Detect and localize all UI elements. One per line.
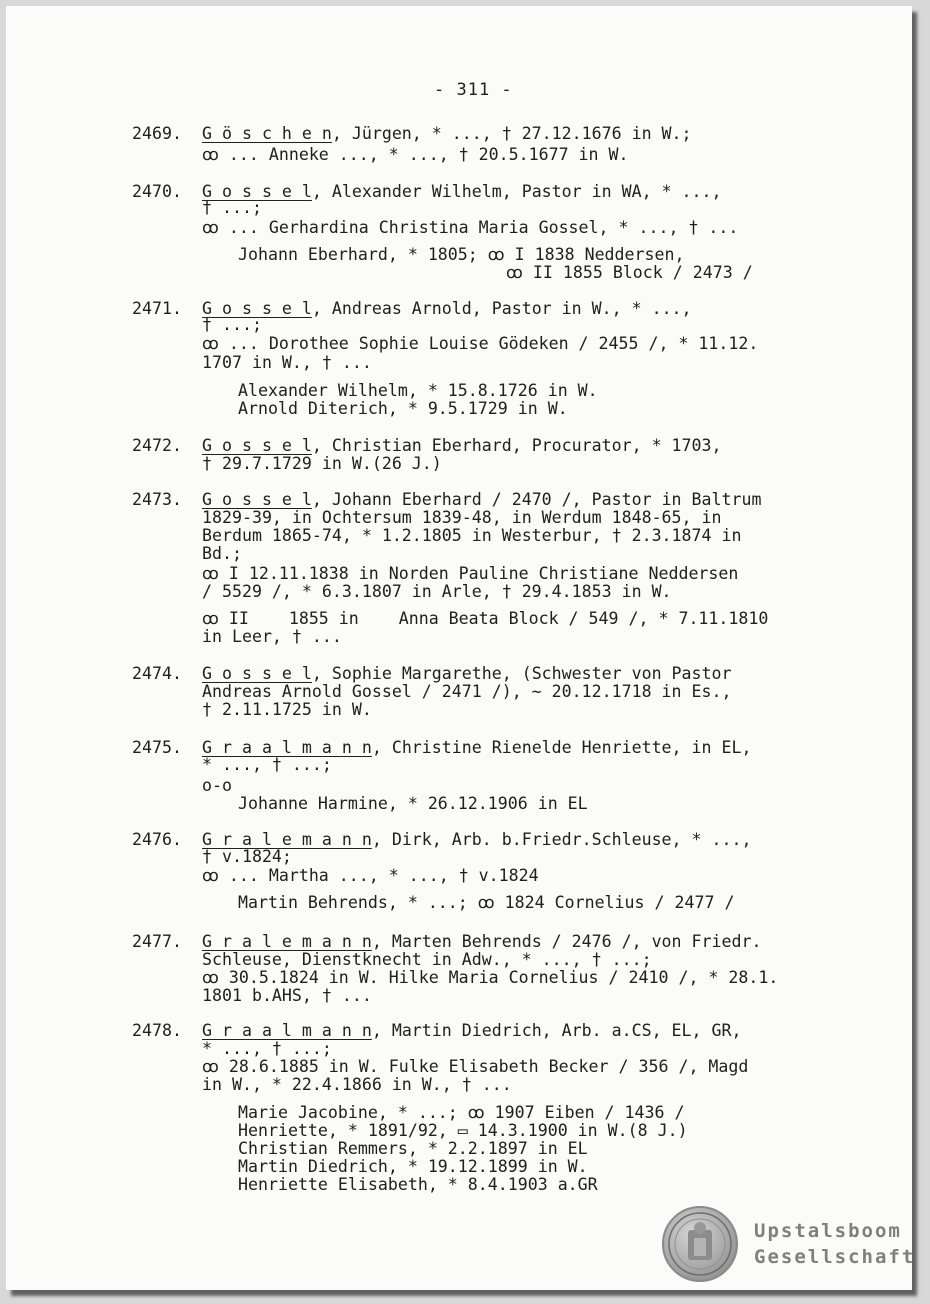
page-number: - 311 - (434, 80, 513, 100)
entry-number: 2474. (132, 664, 182, 683)
child-line: Martin Diedrich, * 19.12.1899 in W. (238, 1157, 588, 1176)
entry-line: * ..., † ...; (202, 755, 332, 774)
entry-line: † 29.7.1729 in W.(26 J.) (202, 454, 442, 473)
entry-line: * ..., † ...; (202, 1039, 332, 1058)
entry-line: ꝏ ... Gerhardina Christina Maria Gossel, * ..., † ... (202, 218, 739, 237)
child-line: ꝏ II 1855 Block / 2473 / (506, 263, 753, 282)
entry-line: Bd.; (202, 544, 242, 563)
child-line: Henriette, * 1891/92, ▭ 14.3.1900 in W.(8 J.) (238, 1121, 688, 1140)
entry-heading (202, 665, 732, 683)
entry-heading-rest: , Dirk, Arb. b.Friedr.Schleuse, * ..., (371, 830, 752, 849)
entry-line: Andreas Arnold Gossel / 2471 /), ~ 20.12.1718 in Es., (202, 682, 732, 701)
surname: G o s s e l (202, 182, 312, 201)
entry-number: 2477. (132, 932, 182, 951)
entry-number: 2469. (132, 124, 182, 143)
logo-text-line1: Upstalsboom (754, 1220, 902, 1242)
entry-line: ꝏ I 12.11.1838 in Norden Pauline Christiane Neddersen (202, 564, 739, 583)
surname: G r a a l m a n n (202, 738, 372, 757)
child-line: Henriette Elisabeth, * 8.4.1903 a.GR (238, 1175, 598, 1194)
surname: G r a l e m a n n (202, 932, 372, 951)
entry-line: ꝏ ... Martha ..., * ..., † v.1824 (202, 866, 539, 885)
entry-line: ꝏ 30.5.1824 in W. Hilke Maria Cornelius / 2410 /, * 28.1. (202, 968, 779, 987)
entry-line: ꝏ ... Anneke ..., * ..., † 20.5.1677 in W. (202, 145, 629, 164)
upstalsboom-logo (658, 1202, 916, 1286)
entry-number: 2470. (132, 182, 182, 201)
child-line: Christian Remmers, * 2.2.1897 in EL (238, 1139, 588, 1158)
entry-number: 2473. (132, 490, 182, 509)
surname: G o s s e l (202, 664, 312, 683)
entry-heading (202, 125, 692, 143)
entry-line: 1707 in W., † ... (202, 353, 372, 372)
surname: G r a l e m a n n (202, 830, 372, 849)
surname: G o s s e l (202, 436, 312, 455)
entry-heading (202, 1022, 741, 1040)
entry-number: 2472. (132, 436, 182, 455)
entry-number: 2471. (132, 299, 182, 318)
entry-heading (202, 183, 722, 201)
logo-text-line2: Gesellschaft (754, 1246, 916, 1268)
entry-line: Schleuse, Dienstknecht in Adw., * ..., † ...; (202, 950, 652, 969)
entry-line: o-o (202, 776, 232, 795)
document-page (6, 6, 916, 1290)
entry-heading-rest: , Marten Behrends / 2476 /, von Friedr. (371, 932, 762, 951)
child-line: Arnold Diterich, * 9.5.1729 in W. (238, 399, 568, 418)
entry-line: ꝏ 28.6.1885 in W. Fulke Elisabeth Becker / 356 /, Magd (202, 1057, 749, 1076)
surname: G ö s c h e n (202, 124, 332, 143)
entry-heading (202, 300, 692, 318)
entry-heading-rest: , Andreas Arnold, Pastor in W., * ..., (311, 299, 692, 318)
surname: G o s s e l (202, 490, 312, 509)
surname: G r a a l m a n n (202, 1021, 372, 1040)
entry-heading-rest: , Johann Eberhard / 2470 /, Pastor in Baltrum (311, 490, 762, 509)
entry-line: Berdum 1865-74, * 1.2.1805 in Westerbur, † 2.3.1874 in (202, 526, 742, 545)
entry-line: / 5529 /, * 6.3.1807 in Arle, † 29.4.1853 in W. (202, 582, 672, 601)
entry-line: † 2.11.1725 in W. (202, 700, 372, 719)
child-line: Marie Jacobine, * ...; ꝏ 1907 Eiben / 1436 / (238, 1103, 685, 1122)
entry-line: in Leer, † ... (202, 627, 342, 646)
seal-icon (662, 1206, 738, 1282)
entry-heading (202, 437, 722, 455)
entry-heading (202, 491, 761, 509)
entry-number: 2478. (132, 1021, 182, 1040)
child-line: Martin Behrends, * ...; ꝏ 1824 Cornelius / 2477 / (238, 893, 735, 912)
entry-line: ꝏ II 1855 in Anna Beata Block / 549 /, * 7.11.1810 (202, 609, 769, 628)
entry-line: † ...; (202, 315, 262, 334)
entry-heading-rest: , Sophie Margarethe, (Schwester von Pastor (311, 664, 732, 683)
entry-number: 2476. (132, 830, 182, 849)
entry-heading-rest: , Alexander Wilhelm, Pastor in WA, * ..., (311, 182, 722, 201)
entry-heading (202, 933, 761, 951)
entry-heading-rest: , Christian Eberhard, Procurator, * 1703, (311, 436, 722, 455)
surname: G o s s e l (202, 299, 312, 318)
entry-line: † ...; (202, 198, 262, 217)
entry-heading-rest: , Christine Rienelde Henriette, in EL, (371, 738, 752, 757)
entry-line: 1829-39, in Ochtersum 1839-48, in Werdum 1848-65, in (202, 508, 722, 527)
entry-line: ꝏ ... Dorothee Sophie Louise Gödeken / 2455 /, * 11.12. (202, 334, 759, 353)
entry-heading-rest: , Jürgen, * ..., † 27.12.1676 in W.; (331, 124, 692, 143)
entry-number: 2475. (132, 738, 182, 757)
child-line: Johanne Harmine, * 26.12.1906 in EL (238, 794, 588, 813)
entry-line: in W., * 22.4.1866 in W., † ... (202, 1075, 512, 1094)
child-line: Alexander Wilhelm, * 15.8.1726 in W. (238, 381, 598, 400)
entry-line: † v.1824; (202, 847, 292, 866)
entry-line: 1801 b.AHS, † ... (202, 986, 372, 1005)
child-line: Johann Eberhard, * 1805; ꝏ I 1838 Neddersen, (238, 245, 685, 264)
entry-heading-rest: , Martin Diedrich, Arb. a.CS, EL, GR, (371, 1021, 742, 1040)
